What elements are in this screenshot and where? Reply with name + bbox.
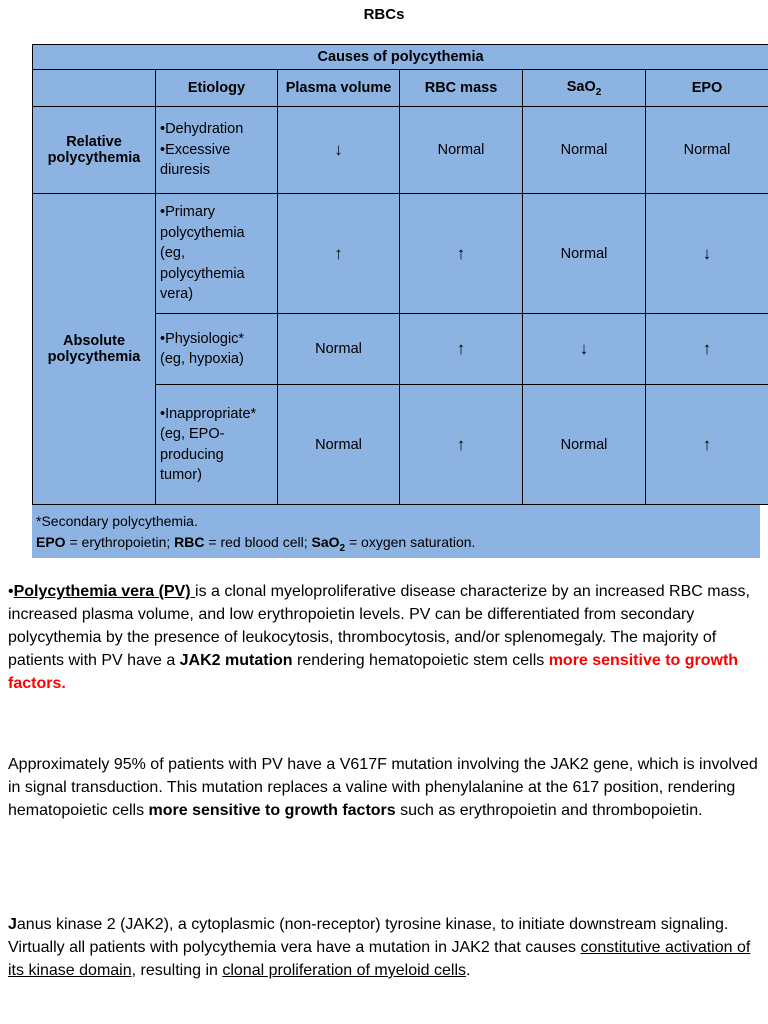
header-plasma-volume: Plasma volume [278,70,400,107]
table-caption: Causes of polycythemia [33,45,768,70]
etiology-physiologic: •Physiologic* (eg, hypoxia) [156,314,278,385]
inappropriate-rbc-mass: ↑ [400,385,523,505]
relative-sao2: Normal [523,107,646,194]
paragraph-jak2: Janus kinase 2 (JAK2), a cytoplasmic (non-receptor) tyrosine kinase, to initiate downstream signaling. Virtually all patients with polycythemia vera have a mutation in JAK2 that causes constitutive activation of its kinase domain, resulting in clonal proliferation of myeloid cells. [8,916,751,979]
header-etiology: Etiology [156,70,278,107]
physiologic-epo: ↑ [646,314,768,385]
header-sao2: SaO$_2$ [523,70,646,107]
paragraph-pv-definition: •Polycythemia vera (PV) is a clonal myeloproliferative disease characterize by an increased RBC mass, increased plasma volume, and low erythropoietin levels. PV can be differentiated from secondary polycythemia by the presence of leukocytosis, thrombocytosis, and/or splenomegaly. The majority of patients with PV have a JAK2 mutation rendering hematopoietic stem cells more sensitive to growth factors. [8,583,750,692]
relative-rbc-mass: Normal [400,107,523,194]
footnote-secondary: *Secondary polycythemia. [36,513,198,529]
header-epo: EPO [646,70,768,107]
physiologic-sao2: ↓ [523,314,646,385]
footnote-abbreviations: EPO = erythropoietin; RBC = red blood cell; SaO$_2$ = oxygen saturation. [36,534,476,554]
primary-sao2: Normal [523,194,646,314]
etiology-primary: •Primary polycythemia (eg, polycythemia vera) [156,194,278,314]
relative-plasma-volume: ↓ [278,107,400,194]
physiologic-plasma-volume: Normal [278,314,400,385]
corner-cell [33,70,156,107]
primary-rbc-mass: ↑ [400,194,523,314]
etiology-relative: •Dehydration •Excessive diuresis [156,107,278,194]
etiology-inappropriate: •Inappropriate* (eg, EPO- producing tumor) [156,385,278,505]
table-row-primary [33,194,768,314]
row-label-relative: Relative polycythemia [33,107,156,194]
inappropriate-plasma-volume: Normal [278,385,400,505]
page-title: RBCs [363,6,405,23]
primary-plasma-volume: ↑ [278,194,400,314]
primary-epo: ↓ [646,194,768,314]
table-footnote [32,505,760,558]
header-rbc-mass: RBC mass [400,70,523,107]
row-label-absolute: Absolute polycythemia [33,194,156,505]
table-row-relative [33,107,768,194]
polycythemia-table [32,44,768,505]
inappropriate-sao2: Normal [523,385,646,505]
paragraph-v617f: Approximately 95% of patients with PV have a V617F mutation involving the JAK2 gene, which is involved in signal transduction. This mutation replaces a valine with phenylalanine at the 617 position, rendering hematopoietic cells more sensitive to growth factors such as erythropoietin and thrombopoietin. [8,756,758,819]
inappropriate-epo: ↑ [646,385,768,505]
relative-epo: Normal [646,107,768,194]
physiologic-rbc-mass: ↑ [400,314,523,385]
